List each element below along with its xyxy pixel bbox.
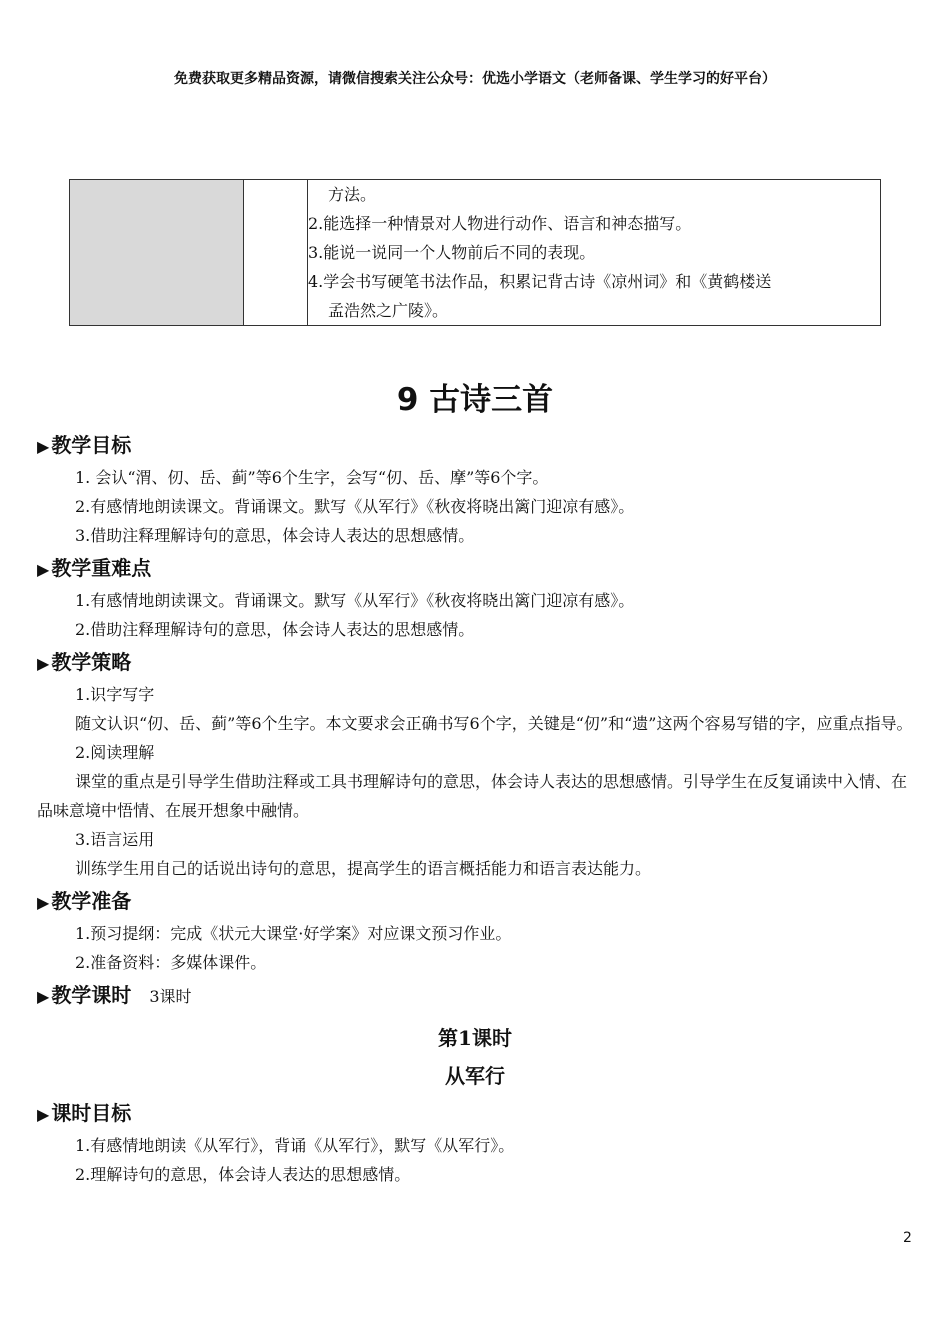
periods-value: 3课时 — [149, 987, 192, 1006]
strategy-paragraph: 随文认识“仞、岳、蓟”等6个生字。本文要求会正确书写6个字，关键是“仞”和“遗”这两个容易写错的字，应重点指导。 — [75, 714, 913, 733]
table-line: 2.能选择一种情景对人物进行动作、语言和神态描写。 — [308, 214, 692, 233]
triangle-marker-icon: ▶ — [37, 1105, 50, 1124]
goal-item: 1. 会认“渭、仞、岳、蓟”等6个生字，会写“仞、岳、摩”等6个字。 — [75, 468, 549, 487]
key-point-item: 2.借助注释理解诗句的意思，体会诗人表达的思想感情。 — [75, 620, 475, 639]
section-heading-strategy: ▶ 教学策略 — [37, 650, 132, 674]
section-heading-session-goals: ▶ 课时目标 — [37, 1101, 132, 1125]
strategy-subheading: 1.识字写字 — [75, 685, 155, 704]
strategy-paragraph: 训练学生用自己的话说出诗句的意思，提高学生的语言概括能力和语言表达能力。 — [75, 859, 652, 878]
table-line: 4.学会书写硬笔书法作品，积累记背古诗《凉州词》和《黄鹤楼送 — [308, 272, 772, 291]
goal-item: 2.有感情地朗读课文。背诵课文。默写《从军行》《秋夜将晓出篱门迎凉有感》。 — [75, 497, 635, 516]
section-heading-key-points: ▶ 教学重难点 — [37, 556, 152, 580]
key-point-item: 1.有感情地朗读课文。背诵课文。默写《从军行》《秋夜将晓出篱门迎凉有感》。 — [75, 591, 635, 610]
table-line: 3.能说一说同一个人物前后不同的表现。 — [308, 243, 596, 262]
section-heading-goals: ▶ 教学目标 — [37, 433, 132, 457]
lesson-title: 9 古诗三首 — [396, 382, 554, 418]
table-cell-content — [308, 180, 881, 326]
section-heading-periods: ▶ 教学课时 3课时 — [37, 983, 192, 1007]
session-goal-item: 2.理解诗句的意思，体会诗人表达的思想感情。 — [75, 1165, 411, 1184]
page-number: 2 — [903, 1230, 912, 1246]
objectives-table — [69, 179, 881, 326]
table-line: 孟浩然之广陵》。 — [328, 301, 449, 320]
strategy-paragraph: 课堂的重点是引导学生借助注释或工具书理解诗句的意思，体会诗人表达的思想感情。引导学生在反复诵读中入情、在品味意境中悟情、在展开想象中融情。 — [37, 772, 908, 820]
lesson-content — [37, 427, 917, 1189]
session-goal-item: 1.有感情地朗读《从军行》，背诵《从军行》，默写《从军行》。 — [75, 1136, 515, 1155]
strategy-subheading: 3.语言运用 — [75, 830, 155, 849]
triangle-marker-icon: ▶ — [37, 987, 50, 1006]
triangle-marker-icon: ▶ — [37, 437, 50, 456]
preparation-item: 1.预习提纲：完成《状元大课堂·好学案》对应课文预习作业。 — [75, 924, 512, 943]
table-line: 方法。 — [328, 185, 377, 204]
goal-item: 3.借助注释理解诗句的意思，体会诗人表达的思想感情。 — [75, 526, 475, 545]
triangle-marker-icon: ▶ — [37, 560, 50, 579]
session-title: 第1课时 — [438, 1026, 512, 1050]
table-cell-shaded — [70, 180, 244, 326]
table-cell-empty — [244, 180, 308, 326]
header-note: 免费获取更多精品资源，请微信搜索关注公众号：优选小学语文（老师备课、学生学习的好平台） — [174, 71, 776, 87]
triangle-marker-icon: ▶ — [37, 893, 50, 912]
preparation-item: 2.准备资料：多媒体课件。 — [75, 953, 267, 972]
triangle-marker-icon: ▶ — [37, 654, 50, 673]
strategy-subheading: 2.阅读理解 — [75, 743, 155, 762]
poem-title: 从军行 — [445, 1064, 505, 1088]
section-heading-preparation: ▶ 教学准备 — [37, 889, 132, 913]
